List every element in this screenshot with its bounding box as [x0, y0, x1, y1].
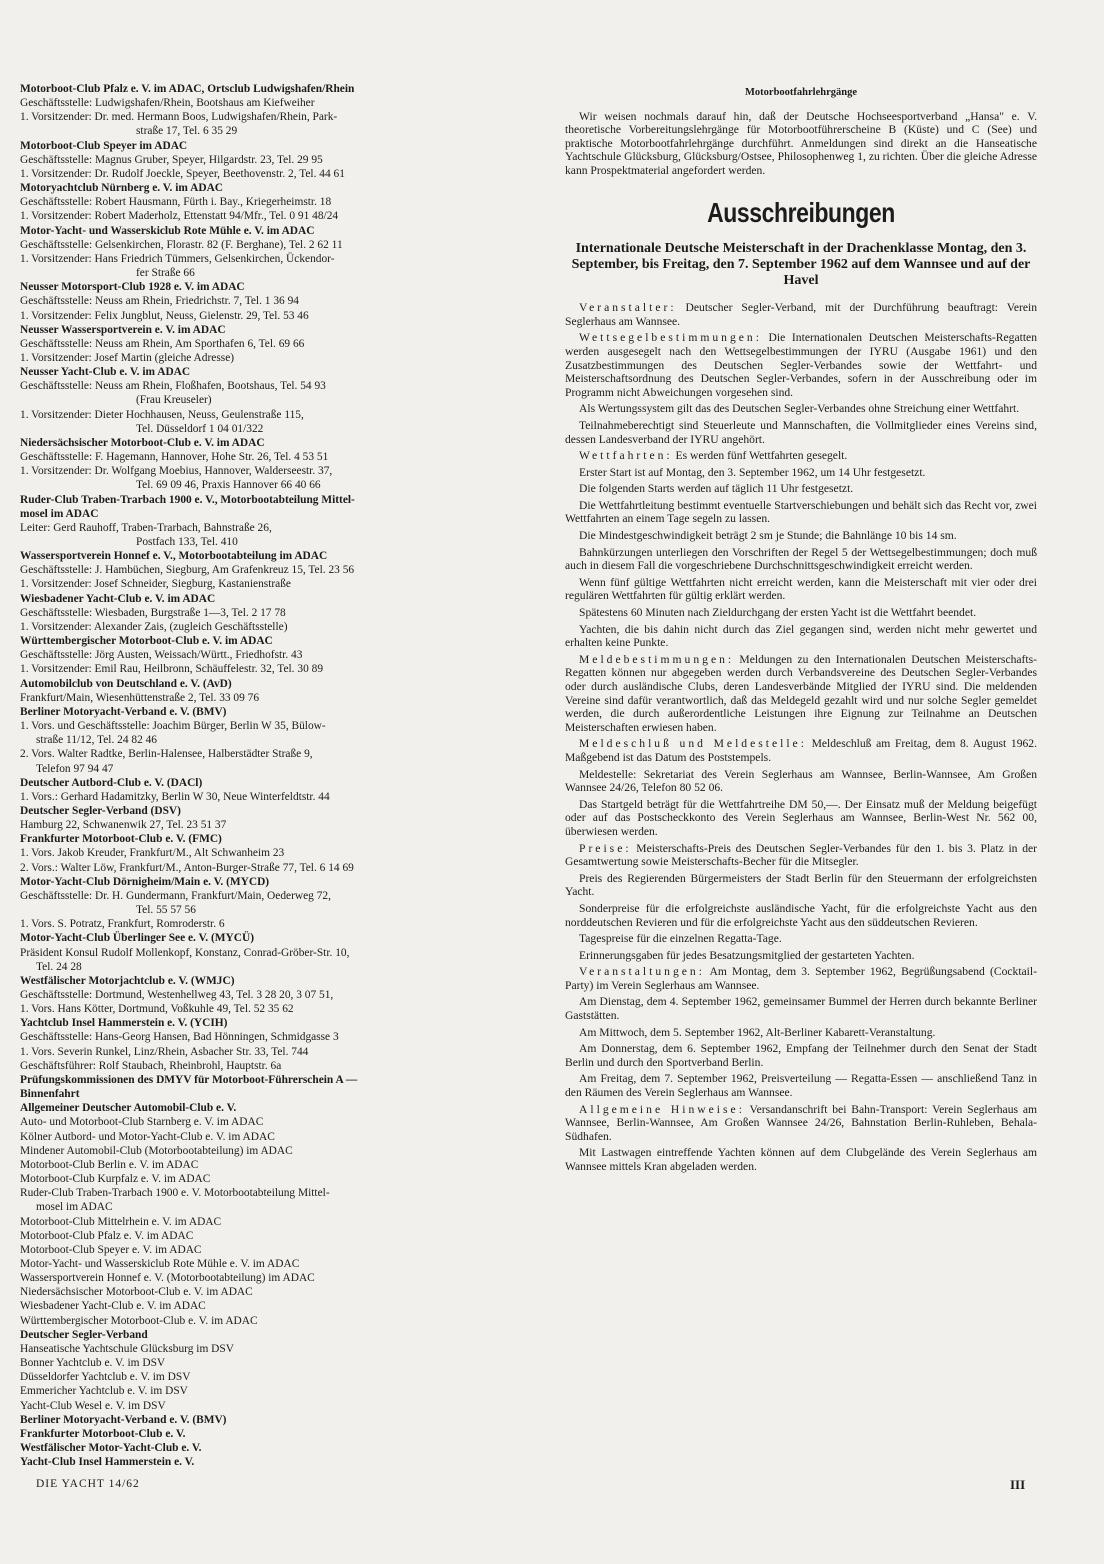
- club-name-line: Automobilclub von Deutschland e. V. (AvD): [20, 677, 232, 690]
- event-paragraph: [565, 842, 1037, 869]
- paragraph-text: Versandanschrift bei Bahn-Transport: Verein Seglerhaus am Wannsee, Berlin-Wannsee, Am Großen Wannsee 24/26, Bahnstation Berlin-Ruhleben, Behala-Südhafen.: [565, 1102, 1037, 1143]
- club-detail-line: straße 11/12, Tel. 24 82 46: [36, 734, 158, 747]
- club-detail-line: 1. Vors. S. Potratz, Frankfurt, Romroderstr. 6: [20, 918, 225, 931]
- club-name-line: Niedersächsischer Motorboot-Club e. V. im ADAC: [20, 436, 265, 449]
- club-detail-line: Präsident Konsul Rudolf Mollenkopf, Konstanz, Conrad-Gröber-Str. 10,: [20, 946, 350, 959]
- club-detail-line: 1. Vorsitzender: Alexander Zais, (zugleich Geschäftsstelle): [20, 620, 288, 633]
- club-detail-line: Telefon 97 94 47: [36, 762, 114, 775]
- event-paragraph: [565, 1103, 1037, 1144]
- club-detail-line: 1. Vorsitzender: Josef Martin (gleiche Adresse): [20, 351, 235, 364]
- club-detail-line: Motorboot-Club Speyer e. V. im ADAC: [20, 1243, 202, 1256]
- club-detail-line: Wiesbadener Yacht-Club e. V. im ADAC: [20, 1300, 206, 1313]
- page-number: III: [1010, 1477, 1026, 1492]
- paragraph-text: Meldestelle: Sekretariat des Verein Seglerhaus am Wannsee, Berlin-Wannsee, Am Großen Wannsee 24/26, Telefon 80 52 06.: [565, 767, 1037, 795]
- event-paragraph: [565, 1072, 1037, 1099]
- club-detail-line: Geschäftsführer: Rolf Staubach, Rheinbrohl, Hauptstr. 6a: [20, 1059, 282, 1072]
- club-detail-line: Mindener Automobil-Club (Motorbootabteilung) im ADAC: [20, 1144, 293, 1157]
- event-paragraph: [565, 546, 1037, 573]
- paragraph-text: Am Donnerstag, dem 6. September 1962, Empfang der Teilnehmer durch den Senat der Stadt Berlin und durch den Sportverband Berlin.: [565, 1042, 1037, 1069]
- club-name-line: Yacht-Club Insel Hammerstein e. V.: [20, 1456, 195, 1469]
- club-name-line: Yachtclub Insel Hammerstein e. V. (YCIH): [20, 1017, 228, 1030]
- event-paragraph: [565, 768, 1037, 795]
- event-paragraph: [565, 949, 1037, 963]
- club-name-line: Motor-Yacht- und Wasserskiclub Rote Mühle e. V. im ADAC: [20, 224, 315, 237]
- club-name-line: Deutscher Autbord-Club e. V. (DACl): [20, 776, 203, 789]
- paragraph-label: Allgemeine Hinweise:: [579, 1102, 745, 1116]
- paragraph-label: Wettsegelbestimmungen:: [579, 331, 762, 345]
- club-name-line: Westfälischer Motor-Yacht-Club e. V.: [20, 1442, 202, 1454]
- club-detail-line: 1. Vors. Jakob Kreuder, Frankfurt/M., Alt Schwanheim 23: [20, 847, 285, 860]
- event-paragraph: [565, 466, 1037, 480]
- paragraph-text: Am Freitag, dem 7. September 1962, Preisverteilung — Regatta-Essen — anschließend Tanz in den Räumen des Verein Seglerhaus am Wannsee.: [565, 1072, 1037, 1100]
- event-paragraph: [565, 331, 1037, 399]
- paragraph-text: Am Mittwoch, dem 5. September 1962, Alt-Berliner Kabarett-Veranstaltung.: [579, 1025, 936, 1039]
- paragraph-label: Veranstalter:: [579, 301, 677, 315]
- club-detail-line: Geschäftsstelle: Ludwigshafen/Rhein, Bootshaus am Kiefweiher: [20, 97, 315, 110]
- paragraph-label: Veranstaltungen:: [579, 965, 705, 979]
- event-paragraph: [565, 419, 1037, 446]
- event-paragraph: [565, 529, 1037, 543]
- paragraph-text: Erinnerungsgaben für jedes Besatzungsmitglied der gestarteten Yachten.: [579, 948, 915, 962]
- club-detail-line: Geschäftsstelle: Dortmund, Westenhellweg 43, Tel. 3 28 20, 3 07 51,: [20, 989, 334, 1001]
- paragraph-text: Die folgenden Starts werden auf täglich 11 Uhr festgesetzt.: [579, 482, 854, 496]
- event-paragraph: [565, 606, 1037, 620]
- paragraph-text: Teilnahmeberechtigt sind Steuerleute und Mannschaften, die Vollmitglieder eines Vereins sind, dessen Landesverband der IYRU angehört.: [565, 418, 1037, 446]
- paragraph-text: Meisterschafts-Preis des Deutschen Segler-Verbandes für den 1. bis 3. Platz in der Gesamtwertung sowie Meisterschafts-Becher für die Mitsegler.: [565, 841, 1037, 869]
- club-detail-line: Emmericher Yachtclub e. V. im DSV: [20, 1385, 188, 1398]
- paragraph-text: Die Wettfahrtleitung bestimmt eventuelle Startverschiebungen und behält sich das Recht vor, zwei Wettfahrten an einem Tage segeln zu lassen.: [565, 498, 1037, 526]
- club-detail-line: Tel. 55 57 56: [136, 904, 196, 917]
- club-name-line: Neusser Yacht-Club e. V. im ADAC: [20, 366, 191, 379]
- paragraph-text: Die Mindestgeschwindigkeit beträgt 2 sm je Stunde; die Bahnlänge 10 bis 14 sm.: [579, 529, 957, 543]
- paragraph-text: Das Startgeld beträgt für die Wettfahrtreihe DM 50,—. Der Einsatz muß der Meldung beigefügt oder auf das Postscheckkonto des Verein Seglerhaus am Wannsee, Berlin-West Nr. 562 00, überwiesen werden.: [565, 797, 1037, 838]
- club-detail-line: Geschäftsstelle: Dr. H. Gundermann, Frankfurt/Main, Oederweg 72,: [20, 889, 331, 902]
- club-detail-line: Frankfurt/Main, Wiesenhüttenstraße 2, Tel. 33 09 76: [20, 691, 260, 704]
- paragraph-label: Meldeschluß und Meldestelle:: [579, 737, 807, 751]
- club-detail-line: 1. Vors.: Gerhard Hadamitzky, Berlin W 30, Neue Winterfeldtstr. 44: [20, 790, 330, 803]
- event-paragraph: [565, 1146, 1037, 1173]
- club-detail-line: Geschäftsstelle: F. Hagemann, Hannover, Hohe Str. 26, Tel. 4 53 51: [20, 451, 329, 464]
- club-name-line: Frankfurter Motorboot-Club e. V. (FMC): [20, 833, 222, 846]
- club-name-line: Allgemeiner Deutscher Automobil-Club e. V.: [20, 1102, 237, 1115]
- club-detail-line: Hamburg 22, Schwanenwik 27, Tel. 23 51 37: [20, 819, 227, 832]
- event-paragraph: [565, 902, 1037, 929]
- club-detail-line: Geschäftsstelle: Wiesbaden, Burgstraße 1—3, Tel. 2 17 78: [20, 606, 286, 619]
- club-detail-line: Tel. 69 09 46, Praxis Hannover 66 40 66: [136, 479, 321, 492]
- club-detail-line: Motor-Yacht- und Wasserskiclub Rote Mühle e. V. im ADAC: [20, 1257, 300, 1270]
- club-detail-line: 1. Vorsitzender: Josef Schneider, Siegburg, Kastanienstraße: [20, 578, 291, 591]
- club-detail-line: Auto- und Motorboot-Club Starnberg e. V. im ADAC: [20, 1116, 264, 1129]
- paragraph-text: Preis des Regierenden Bürgermeisters der Stadt Berlin für den Steuermann der erfolgreichsten Yacht.: [565, 871, 1037, 899]
- paragraph-text: Am Montag, dem 3. September 1962, Begrüßungsabend (Cocktail-Party) im Verein Seglerhaus am Wannsee.: [565, 965, 1037, 992]
- club-detail-line: 1. Vorsitzender: Dieter Hochhausen, Neuss, Geulenstraße 115,: [20, 408, 304, 421]
- event-paragraph: [565, 872, 1037, 899]
- club-detail-line: 1. Vors. und Geschäftsstelle: Joachim Bürger, Berlin W 35, Bülow-: [20, 720, 326, 733]
- club-detail-line: Bonner Yachtclub e. V. im DSV: [20, 1357, 166, 1370]
- club-detail-line: Geschäftsstelle: Neuss am Rhein, Am Sporthafen 6, Tel. 69 66: [20, 337, 305, 350]
- paragraph-label: Meldebestimmungen:: [579, 652, 735, 666]
- paragraph-text: Meldungen zu den Internationalen Deutschen Meisterschafts-Regatten können nur abgegeben werden durch Verbandsvereine des Deutschen Segler-Verbandes oder durch ausländische Clubs, deren Landesverbände Mitglied der IYRU sind. Die meldenden Vereine sind dafür verantwortlich, daß das Meldegeld gezahlt wird und nur solche Segler gemeldet werden, die durch außerordentliche Leistungen ihre Eignung zur Teilnahme an Deutschen Meisterschaften erwiesen haben.: [565, 652, 1037, 734]
- paragraph-text: Yachten, die bis dahin nicht durch das Ziel gegangen sind, werden nicht mehr gewertet und erhalten keine Punkte.: [565, 622, 1037, 650]
- club-detail-line: Geschäftsstelle: Robert Hausmann, Fürth i. Bay., Kriegerheimstr. 18: [20, 196, 332, 209]
- club-detail-line: Postfach 133, Tel. 410: [136, 536, 238, 548]
- event-paragraph: [565, 623, 1037, 650]
- club-name-line: Neusser Motorsport-Club 1928 e. V. im ADAC: [20, 281, 245, 294]
- club-detail-line: 1. Vors. Hans Kötter, Dortmund, Voßkuhle 49, Tel. 52 35 62: [20, 1003, 294, 1016]
- event-paragraph: [565, 798, 1037, 839]
- club-name-line: Motorboot-Club Speyer im ADAC: [20, 139, 188, 152]
- club-detail-line: 1. Vorsitzender: Dr. med. Hermann Boos, Ludwigshafen/Rhein, Park-: [20, 111, 338, 124]
- club-name-line: Ruder-Club Traben-Trarbach 1900 e. V., Motorbootabteilung Mittel-: [20, 493, 355, 506]
- paragraph-text: Es werden fünf Wettfahrten gesegelt.: [672, 449, 848, 463]
- paragraph-text: Erster Start ist auf Montag, den 3. September 1962, um 14 Uhr festgesetzt.: [579, 465, 926, 479]
- club-name-line: Motorboot-Club Pfalz e. V. im ADAC, Ortsclub Ludwigshafen/Rhein: [20, 83, 355, 95]
- club-detail-line: Geschäftsstelle: Neuss am Rhein, Floßhafen, Bootshaus, Tel. 54 93: [20, 380, 326, 393]
- club-name-line: Motor-Yacht-Club Überlinger See e. V. (MYCÜ): [20, 932, 254, 945]
- club-detail-line: fer Straße 66: [136, 267, 195, 280]
- event-paragraph: [565, 1026, 1037, 1040]
- event-details: [565, 301, 1037, 1173]
- club-name-line: Frankfurter Motorboot-Club e. V.: [20, 1427, 186, 1440]
- club-name-line: Berliner Motoryacht-Verband e. V. (BMV): [20, 705, 227, 718]
- event-paragraph: [565, 301, 1037, 328]
- club-name-line: Deutscher Segler-Verband: [20, 1328, 148, 1341]
- club-detail-line: 1. Vorsitzender: Dr. Rudolf Joeckle, Speyer, Beethovenstr. 2, Tel. 44 61: [20, 167, 345, 180]
- club-detail-line: Geschäftsstelle: Neuss am Rhein, Friedrichstr. 7, Tel. 1 36 94: [20, 295, 299, 308]
- club-name-line: Binnenfahrt: [20, 1088, 80, 1101]
- event-paragraph: [565, 653, 1037, 735]
- courses-paragraph: Wir weisen nochmals darauf hin, daß der Deutsche Hochseesportverband „Hansa" e. V. theoretische Vorbereitungslehrgänge für Motorbootführerscheine B (Küste) und C (See) und praktische Motorbootfahrlehrgänge durchführt. Anmeldungen sind direkt an die Hanseatische Yachtschule Glücksburg, Glücksburg/Ostsee, Philosophenweg 1, zu richten. Über die gleiche Adresse kann Prospektmaterial angefordert werden.: [565, 109, 1037, 177]
- event-paragraph: [565, 482, 1037, 496]
- club-name-line: Motor-Yacht-Club Dörnigheim/Main e. V. (MYCD): [20, 875, 270, 888]
- club-name-line: Prüfungskommissionen des DMYV für Motorboot-Führerschein A —: [20, 1073, 358, 1086]
- club-detail-line: Ruder-Club Traben-Trarbach 1900 e. V. Motorbootabteilung Mittel-: [20, 1187, 330, 1200]
- club-detail-line: Niedersächsischer Motorboot-Club e. V. im ADAC: [20, 1286, 253, 1299]
- club-detail-line: 1. Vors. Severin Runkel, Linz/Rhein, Asbacher Str. 33, Tel. 744: [20, 1045, 309, 1058]
- club-detail-line: mosel im ADAC: [36, 1201, 113, 1214]
- event-title: Internationale Deutsche Meisterschaft in der Drachenklasse Montag, den 3. September, bis Freitag, den 7. September 1962 auf dem Wannsee und auf der Havel: [571, 241, 1031, 289]
- event-paragraph: [565, 932, 1037, 946]
- club-name-line: Westfälischer Motorjachtclub e. V. (WMJC): [20, 974, 235, 987]
- club-detail-line: Württembergischer Motorboot-Club e. V. im ADAC: [20, 1314, 258, 1327]
- club-detail-line: Geschäftsstelle: J. Hambüchen, Siegburg, Am Grafenkreuz 15, Tel. 23 56: [20, 564, 355, 577]
- club-detail-line: Tel. Düsseldorf 1 04 01/322: [136, 422, 264, 435]
- event-paragraph: [565, 402, 1037, 416]
- club-detail-line: Hanseatische Yachtschule Glücksburg im DSV: [20, 1342, 234, 1355]
- courses-heading: Motorbootfahrlehrgänge: [745, 87, 857, 98]
- club-detail-line: 1. Vorsitzender: Felix Jungblut, Neuss, Gielenstr. 29, Tel. 53 46: [20, 309, 309, 322]
- paragraph-text: Am Dienstag, dem 4. September 1962, gemeinsamer Bummel der Herren durch bekannte Berliner Gaststätten.: [565, 995, 1037, 1023]
- club-detail-line: 1. Vorsitzender: Hans Friedrich Tümmers, Gelsenkirchen, Ückendor-: [20, 252, 335, 265]
- club-detail-line: Yacht-Club Wesel e. V. im DSV: [20, 1399, 166, 1412]
- event-paragraph: [565, 1042, 1037, 1069]
- event-paragraph: [565, 965, 1037, 992]
- club-detail-line: Leiter: Gerd Rauhoff, Traben-Trarbach, Bahnstraße 26,: [20, 521, 272, 534]
- section-title: Ausschreibungen: [707, 196, 895, 228]
- event-paragraph: [565, 449, 1037, 463]
- paragraph-text: Als Wertungssystem gilt das des Deutschen Segler-Verbandes ohne Streichung einer Wettfahrt.: [579, 402, 1020, 416]
- event-paragraph: [565, 995, 1037, 1022]
- club-name-line: Deutscher Segler-Verband (DSV): [20, 804, 181, 817]
- club-detail-line: (Frau Kreuseler): [136, 394, 212, 407]
- paragraph-label: Preise:: [579, 841, 632, 855]
- club-detail-line: Wassersportverein Honnef e. V. (Motorbootabteilung) im ADAC: [20, 1272, 315, 1285]
- event-paragraph: [565, 737, 1037, 764]
- magazine-issue-footer: DIE YACHT 14/62: [36, 1478, 140, 1490]
- club-detail-line: Tel. 24 28: [36, 960, 82, 973]
- club-detail-line: Motorboot-Club Berlin e. V. im ADAC: [20, 1158, 199, 1171]
- club-detail-line: Geschäftsstelle: Gelsenkirchen, Florastr. 82 (F. Berghane), Tel. 2 62 11: [20, 238, 343, 251]
- paragraph-text: Deutscher Segler-Verband, mit der Durchführung beauftragt: Verein Seglerhaus am Wannsee.: [565, 301, 1037, 328]
- paragraph-text: Sonderpreise für die erfolgreichste ausländische Yacht, für die erfolgreichste Yacht aus den norddeutschen Revieren und für die erfolgreichste Yacht aus den süddeutschen Revieren.: [565, 901, 1037, 929]
- club-name-line: Berliner Motoryacht-Verband e. V. (BMV): [20, 1413, 227, 1426]
- club-detail-line: Motorboot-Club Kurpfalz e. V. im ADAC: [20, 1173, 211, 1186]
- paragraph-label: Wettfahrten:: [579, 449, 673, 463]
- paragraph-text: Bahnkürzungen unterliegen den Vorschriften der Regel 5 der Wettsegelbestimmungen; doch muß auch in diesem Fall die vorgeschriebene Durchschnittsgeschwindigkeit erreicht werden.: [565, 545, 1037, 573]
- club-detail-line: Geschäftsstelle: Jörg Austen, Weissach/Württ., Friedhofstr. 43: [20, 649, 303, 662]
- club-detail-line: Kölner Autbord- und Motor-Yacht-Club e. V. im ADAC: [20, 1130, 275, 1143]
- paragraph-text: Mit Lastwagen eintreffende Yachten können auf dem Clubgelände des Verein Seglerhaus am Wannsee mittels Kran abgeladen werden.: [565, 1146, 1037, 1173]
- club-detail-line: 1. Vorsitzender: Dr. Wolfgang Moebius, Hannover, Walderseestr. 37,: [20, 465, 333, 478]
- club-name-line: Motoryachtclub Nürnberg e. V. im ADAC: [20, 182, 224, 195]
- club-name-line: Württembergischer Motorboot-Club e. V. im ADAC: [20, 635, 273, 648]
- club-directory-column: [20, 82, 525, 1469]
- paragraph-text: Die Internationalen Deutschen Meisterschafts-Regatten werden ausgesegelt nach den Wettsegelbestimmungen der IYRU (Ausgabe 1961) und den Zusatzbestimmungen des Deutschen Segler-Verbandes sowie der Wettfahrt- und Meisterschaftsordnung des Deutschen Segler-Verbandes, sofern in der Ausschreibung oder im Programm nicht Abweichungen vorgesehen sind.: [565, 331, 1037, 399]
- paragraph-text: Meldeschluß am Freitag, dem 8. August 1962. Maßgebend ist das Datum des Poststempels.: [565, 737, 1037, 764]
- club-name-line: Wiesbadener Yacht-Club e. V. im ADAC: [20, 592, 216, 605]
- club-detail-line: 1. Vorsitzender: Robert Maderholz, Ettenstatt 94/Mfr., Tel. 0 91 48/24: [20, 210, 339, 223]
- club-detail-line: Motorboot-Club Mittelrhein e. V. im ADAC: [20, 1215, 222, 1228]
- club-detail-line: Düsseldorfer Yachtclub e. V. im DSV: [20, 1371, 191, 1384]
- announcements-column: [565, 86, 1037, 1177]
- club-detail-line: 1. Vorsitzender: Emil Rau, Heilbronn, Schäuffelestr. 32, Tel. 30 89: [20, 663, 324, 676]
- event-paragraph: [565, 576, 1037, 603]
- club-detail-line: 2. Vors. Walter Radtke, Berlin-Halensee, Halberstädter Straße 9,: [20, 748, 313, 761]
- club-detail-line: Geschäftsstelle: Hans-Georg Hansen, Bad Hönningen, Schmidgasse 3: [20, 1031, 339, 1044]
- paragraph-text: Wenn fünf gültige Wettfahrten nicht erreicht werden, kann die Meisterschaft mit vier oder drei regulären Wettfahrten für gültig erklärt werden.: [565, 575, 1037, 603]
- club-detail-line: 2. Vors.: Walter Löw, Frankfurt/M., Anton-Burger-Straße 77, Tel. 6 14 69: [20, 861, 354, 874]
- paragraph-text: Spätestens 60 Minuten nach Zieldurchgang der ersten Yacht ist die Wettfahrt beendet.: [579, 606, 977, 620]
- club-detail-line: Motorboot-Club Pfalz e. V. im ADAC: [20, 1229, 194, 1242]
- club-name-line: Neusser Wassersportverein e. V. im ADAC: [20, 323, 226, 336]
- club-name-line: Wassersportverein Honnef e. V., Motorbootabteilung im ADAC: [20, 550, 328, 563]
- event-paragraph: [565, 499, 1037, 526]
- club-name-line: mosel im ADAC: [20, 507, 99, 520]
- paragraph-text: Tagespreise für die einzelnen Regatta-Tage.: [579, 932, 782, 946]
- club-detail-line: straße 17, Tel. 6 35 29: [136, 125, 238, 138]
- club-detail-line: Geschäftsstelle: Magnus Gruber, Speyer, Hilgardstr. 23, Tel. 29 95: [20, 153, 323, 166]
